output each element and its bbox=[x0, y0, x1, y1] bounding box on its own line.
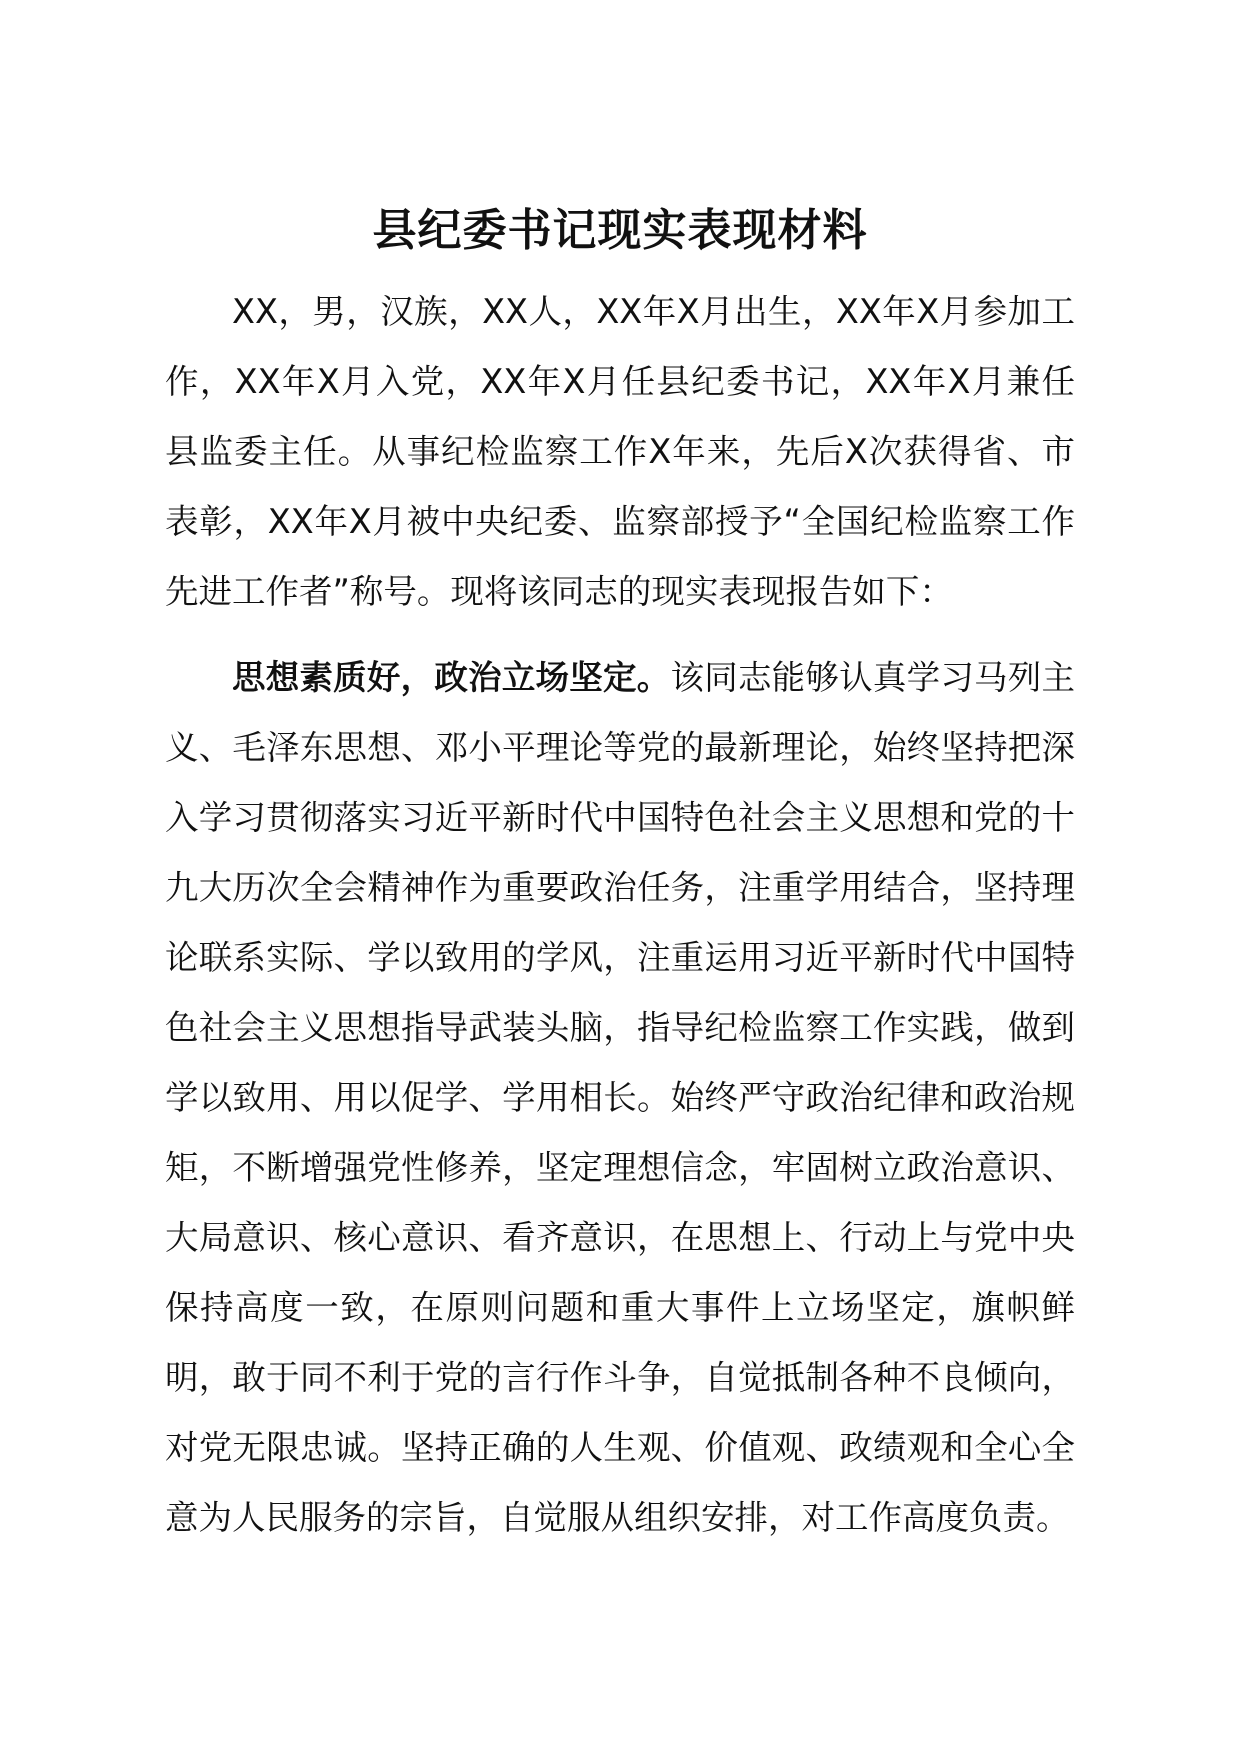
document-title: 县纪委书记现实表现材料 bbox=[372, 205, 868, 256]
section-body-ideology: 该同志能够认真学习马列主义、毛泽东思想、邓小平理论等党的最新理论，始终坚持把深入学习贯彻落实习近平新时代中国特色社会主义思想和党的十九大历次全会精神作为重要政治任务，注重学用结合，坚持理论联系实际、学以致用的学风，注重运用习近平新时代中国特色社会主义思想指导武装头脑，指导纪检监察工作实践，做到学以致用、用以促学、学用相长。始终严守政治纪律和政治规矩，不断增强党性修养，坚定理想信念，牢固树立政治意识、大局意识、核心意识、看齐意识，在思想上、行动上与党中央保持高度一致，在原则问题和重大事件上立场坚定，旗帜鲜明，敢于同不利于党的言行作斗争，自觉抵制各种不良倾向，对党无限忠诚。坚持正确的人生观、价值观、政绩观和全心全意为人民服务的宗旨，自觉服从组织安排，对工作高度负责。 bbox=[165, 658, 1076, 1537]
section-paragraph-ideology bbox=[165, 643, 1075, 1553]
intro-paragraph-text: XX，男，汉族，XX人，XX年X月出生，XX年X月参加工作，XX年X月入党，XX年X月任县纪委书记，XX年X月兼任县监委主任。从事纪检监察工作X年来，先后X次获得省、市表彰，XX年X月被中央纪委、监察部授予“全国纪检监察工作先进工作者”称号。现将该同志的现实表现报告如下： bbox=[165, 292, 1075, 611]
intro-paragraph bbox=[165, 277, 1075, 627]
section-heading-ideology: 思想素质好，政治立场坚定。 bbox=[232, 658, 671, 697]
